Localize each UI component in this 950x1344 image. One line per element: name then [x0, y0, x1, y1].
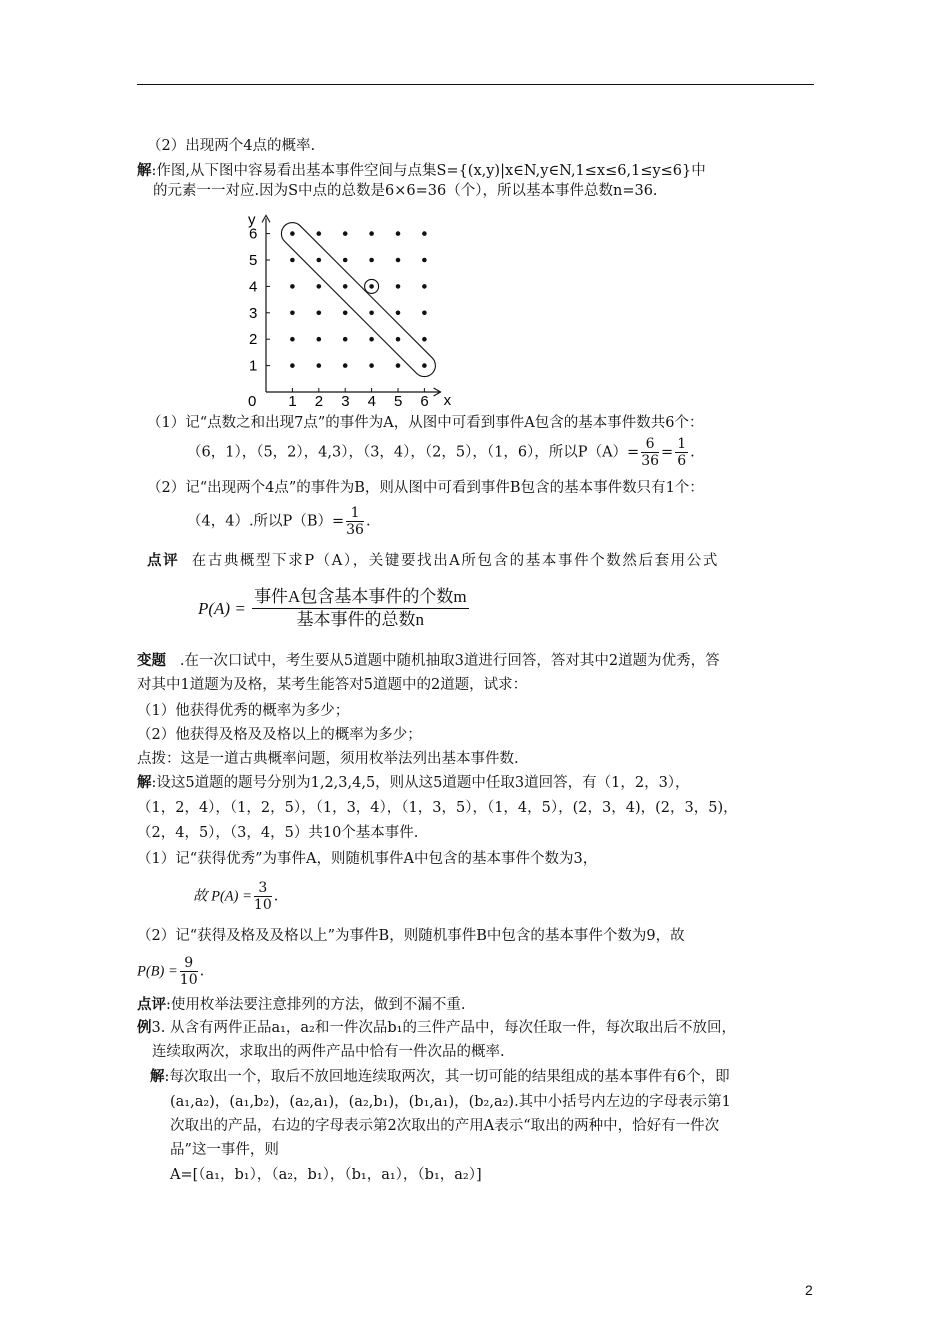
grid-point	[317, 311, 322, 316]
grid-point	[369, 258, 374, 263]
review-2	[137, 995, 466, 1015]
grid-point	[422, 231, 427, 236]
grid-point	[290, 231, 295, 236]
solution-3-text-1: :每次取出一个，取后不放回地连续取两次，其一切可能的结果组成的基本事件有6个，即	[164, 1069, 730, 1085]
frac-den: 36	[346, 522, 364, 538]
part-1-list: （6，1），（5，2），4,3），（3，4），（2，5），（1，6），所以P（A）=	[187, 444, 640, 461]
part-2-text: （4，4）.所以P（B）=	[187, 513, 345, 530]
solution-3-line-5: A=[（a₁，b₁），（a₂，b₁），（b₁，a₁），（b₁，a₂）]	[170, 1167, 482, 1183]
grid-point	[396, 337, 401, 342]
grid-point	[369, 231, 374, 236]
header-rule	[137, 84, 814, 85]
fraction-6-36	[641, 436, 659, 469]
grid-point	[422, 311, 427, 316]
grid-point	[317, 337, 322, 342]
grid-point	[343, 363, 348, 368]
grid-point	[396, 284, 401, 289]
solution-label: 解	[137, 162, 152, 179]
probability-formula	[198, 586, 471, 631]
origin-label: 0	[248, 393, 257, 410]
x-tick-label: 4	[367, 393, 376, 410]
grid-point	[422, 258, 427, 263]
review-1	[147, 551, 719, 571]
review-label: 点评	[137, 996, 166, 1013]
y-axis-label: y	[248, 211, 256, 229]
solution-2-part-1-answer	[193, 880, 278, 913]
fraction-9-10	[180, 955, 198, 988]
grid-point	[343, 284, 348, 289]
solution-label: 解	[137, 774, 152, 791]
grid-point	[422, 284, 427, 289]
grid-point	[290, 311, 295, 316]
fraction-3-10	[254, 880, 272, 913]
example-3-text-1: 3. 从含有两件正品a₁，a₂和一件次品b₁的三件产品中，每次任取一件，每次取出后不放回，	[151, 1020, 736, 1036]
part-2-line-2	[187, 505, 371, 538]
solution-3-line-2: (a₁,a₂)，(a₁,b₂)，(a₂,a₁)，(a₂,b₁)，(b₁,a₁)，(b₂,a₂).其中小括号内左边的字母表示第1	[170, 1094, 731, 1110]
solution-1-line-1	[137, 161, 706, 181]
review-label: 点评	[147, 552, 180, 569]
grid-point	[396, 258, 401, 263]
grid-point	[317, 284, 322, 289]
variant-label: 变题	[137, 652, 166, 669]
fraction-1-6	[675, 436, 688, 469]
review-2-text: :使用枚举法要注意排列的方法，做到不漏不重.	[166, 997, 466, 1013]
sum-seven-band	[281, 223, 435, 377]
grid-point	[343, 311, 348, 316]
frac-den: 6	[677, 453, 687, 469]
question-2-intro: （2）出现两个4点的概率.	[147, 138, 316, 154]
variant-q1: （1）他获得优秀的概率为多少；	[137, 703, 350, 719]
solution-2-part-2: （2）记“获得及格及及格以上”为事件B，则随机事件B中包含的基本事件个数为9，故	[137, 928, 685, 944]
solution-3-line-4: 品”这一事件，则	[170, 1142, 279, 1158]
solution-3-line-3: 次取出的产品，右边的字母表示第2次取出的产用A表示“取出的两种中，恰好有一件次	[170, 1118, 720, 1134]
grid-point	[369, 284, 374, 289]
frac-den: 10	[253, 897, 272, 913]
solution-2-part-1: （1）记“获得优秀”为事件A，则随机事件A中包含的基本事件个数为3，	[137, 851, 598, 867]
grid-point	[343, 231, 348, 236]
variant-text-1: .在一次口试中，考生要从5道题中随机抽取3道进行回答，答对其中2道题为优秀，答	[179, 653, 720, 669]
frac-num: 9	[180, 955, 198, 972]
review-1-text: 在古典概型下求P（A），关键要找出A所包含的基本事件个数然后套用公式	[191, 553, 719, 569]
grid-point	[343, 258, 348, 263]
solution-1-line-2: 的元素一一对应.因为S中点的总数是6×6=36（个），所以基本事件总数n=36.	[153, 183, 658, 199]
formula-lhs: P(A) =	[198, 598, 246, 618]
grid-point	[396, 311, 401, 316]
grid-point	[290, 284, 295, 289]
grid-point	[290, 363, 295, 368]
period: .	[365, 513, 371, 530]
variant-hint: 点拨：这是一道古典概率问题，须用枚举法列出基本事件数.	[137, 751, 519, 767]
example-3-line-2: 连续取两次，求取出的两件产品中恰有一件次品的概率.	[152, 1044, 505, 1060]
y-tick-label: 1	[249, 357, 258, 375]
solution-3-line-1	[150, 1067, 730, 1087]
period: .	[273, 888, 279, 905]
grid-point	[369, 311, 374, 316]
example-label: 例	[137, 1019, 152, 1036]
period: .	[199, 963, 205, 980]
fraction-1-36	[346, 505, 364, 538]
y-tick-label: 3	[249, 304, 258, 322]
answer-lhs: P(B) =	[137, 963, 178, 980]
x-tick-label: 6	[420, 393, 429, 410]
equals-sign: =	[661, 444, 674, 461]
solution-2-part-2-answer	[137, 955, 204, 988]
frac-den: 10	[179, 972, 198, 988]
y-tick-label: 4	[249, 278, 258, 296]
grid-point	[422, 363, 427, 368]
answer-lhs: 故 P(A) =	[193, 888, 252, 905]
formula-denominator: 基本事件的总数n	[296, 610, 425, 629]
variant-line-1	[137, 651, 720, 671]
grid-point	[290, 337, 295, 342]
formula-fraction	[252, 586, 469, 631]
grid-point	[369, 337, 374, 342]
frac-den: 36	[641, 453, 660, 469]
variant-line-2: 对其中1道题为及格，某考生能答对5道题中的2道题，试求：	[137, 677, 528, 693]
solution-2-line-2: （1，2，4），（1，2，5），（1，3，4），（1，3，5），（1，4，5），(2，3，4)，(2，3，5)，	[137, 800, 738, 816]
y-tick-label: 6	[249, 225, 258, 243]
grid-point	[422, 337, 427, 342]
grid-point	[317, 258, 322, 263]
x-tick-label: 1	[288, 393, 297, 410]
solution-2-line-1	[137, 773, 690, 793]
x-tick-label: 3	[341, 393, 350, 410]
y-tick-label: 2	[249, 331, 258, 349]
solution-1-text-1: :作图,从下图中容易看出基本事件空间与点集S={(x,y)|x∈N,y∈N,1≤x≤6,1≤y≤6}中	[151, 163, 706, 179]
example-3-line-1	[137, 1018, 736, 1038]
grid-point	[369, 363, 374, 368]
variant-q2: （2）他获得及格及及格以上的概率为多少；	[137, 727, 422, 743]
grid-point	[396, 363, 401, 368]
grid-point	[343, 337, 348, 342]
part-1-line-1: （1）记“点数之和出现7点”的事件为A，从图中可看到事件A包含的基本事件数共6个：	[147, 415, 704, 431]
solution-2-line-3: （2，4，5），（3，4，5）共10个基本事件.	[137, 825, 419, 841]
grid-point	[396, 231, 401, 236]
solution-2-text-1: :设这5道题的题号分别为1,2,3,4,5，则从这5道题中任取3道回答，有（1，2，3），	[151, 775, 690, 791]
grid-point	[317, 363, 322, 368]
dot-grid-chart	[240, 194, 450, 410]
x-axis-label: x	[443, 392, 452, 409]
frac-num: 6	[641, 436, 659, 453]
part-1-line-2	[187, 436, 695, 469]
part-2-line-1: （2）记“出现两个4点”的事件为B，则从图中可看到事件B包含的基本事件数只有1个：	[147, 480, 704, 496]
formula-numerator: 事件A包含基本事件的个数m	[252, 586, 469, 609]
period: .	[690, 444, 695, 461]
grid-point	[290, 258, 295, 263]
solution-label: 解	[150, 1068, 165, 1085]
grid-point	[317, 231, 322, 236]
frac-num: 1	[346, 505, 364, 522]
frac-num: 3	[254, 880, 272, 897]
x-tick-label: 2	[314, 393, 324, 410]
y-tick-label: 5	[249, 252, 258, 269]
page-number: 2	[805, 1282, 813, 1298]
x-tick-label: 5	[394, 393, 403, 410]
frac-num: 1	[677, 436, 687, 452]
